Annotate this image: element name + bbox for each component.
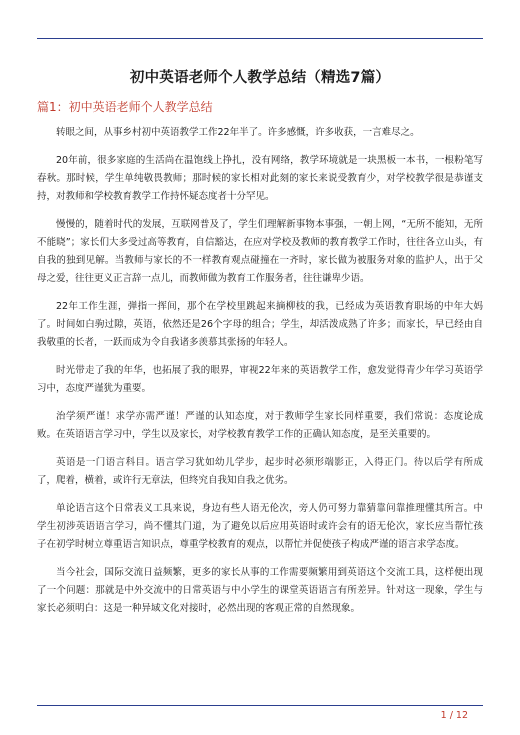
paragraph: 时光带走了我的年华，也拓展了我的眼界，审视22年来的英语教学工作，愈发觉得青少年学习英语学习中，态度严谨犹为重要。: [37, 365, 483, 394]
paragraph: 治学须严谨！求学亦需严谨！严谨的认知态度，对于教师学生家长同样重要，我们常说：态度论成败。在英语语言学习中，学生以及家长，对学校教育教学工作的正确认知态度，是至关重要的。: [37, 411, 483, 440]
paragraph: 英语是一门语言科目。语言学习犹如幼儿学步，起步时必须形端影正，入得正门。待以后学有所成了，爬着，横着，或许行无章法，但终究自我知自我之优劣。: [37, 457, 483, 486]
document-body: [37, 124, 483, 628]
paragraph: 单论语言这个日常表义工具来说，身边有些人语无伦次，旁人仍可努力靠猜靠问靠推理懂其所言。中学生初涉英语语言学习，尚不懂其门道，为了避免以后应用英语时或许会有的语无伦次，家长应当帮忙孩子在初学时树立尊重语言知识点，尊重学校教育的观点，以帮忙并促使孩子构成严谨的语言求学态度。: [37, 503, 483, 550]
document-title: 初中英语老师个人教学总结（精选7篇）: [129, 70, 391, 86]
top-rule: [37, 38, 483, 39]
page-number: 1 / 12: [440, 710, 468, 721]
paragraph: 20年前，很多家庭的生活尚在温饱线上挣扎，没有网络，教学环境就是一块黑板一本书，一根粉笔写春秋。那时候，学生单纯敬畏教师；那时候的家长相对此刻的家长来说受教育少，对学校教学很是恭谨支持，对教师和学校教育教学工作持怀疑态度者十分罕见。: [37, 155, 483, 202]
paragraph: 慢慢的，随着时代的发展，互联网普及了，学生们理解新事物本事强，一朝上网，“无所不能知，无所不能晓”；家长们大多受过高等教育，自信豁达，在应对学校及教师的教育教学工作时，往往各立山头，有自我的独到见解。当教师与家长的不一样教育观点碰撞在一齐时，家长做为被服务对象的监护人，出于父母之爱，往往更义正言辞一点儿，而教师做为教育工作服务者，往往谦卑少语。: [37, 219, 483, 284]
paragraph: 22年工作生涯，弹指一挥间，那个在学校里跳起来摘柳枝的我，已经成为英语教育职场的中年大妈了。时间如白驹过隙，英语，依然还是26个字母的组合；学生，却活泼成熟了许多；而家长，早已经由自我敬重的长者，一跃而成为令自我诸多羡慕其张扬的年轻人。: [37, 301, 483, 348]
bottom-rule: [37, 705, 483, 706]
paragraph: 转眼之间，从事乡村初中英语教学工作22年半了。许多感慨，许多收获，一言难尽之。: [56, 127, 420, 138]
section-heading: 篇1：初中英语老师个人教学总结: [37, 100, 213, 114]
paragraph: 当今社会，国际交流日益频繁，更多的家长从事的工作需要频繁用到英语这个交流工具，这样便出现了一个问题：那就是中外交流中的日常英语与中小学生的课堂英语语言有所差异。针对这一现象，学生与家长必须明白：这是一种异域文化对接时，必然出现的客观正常的自然现象。: [37, 567, 483, 614]
